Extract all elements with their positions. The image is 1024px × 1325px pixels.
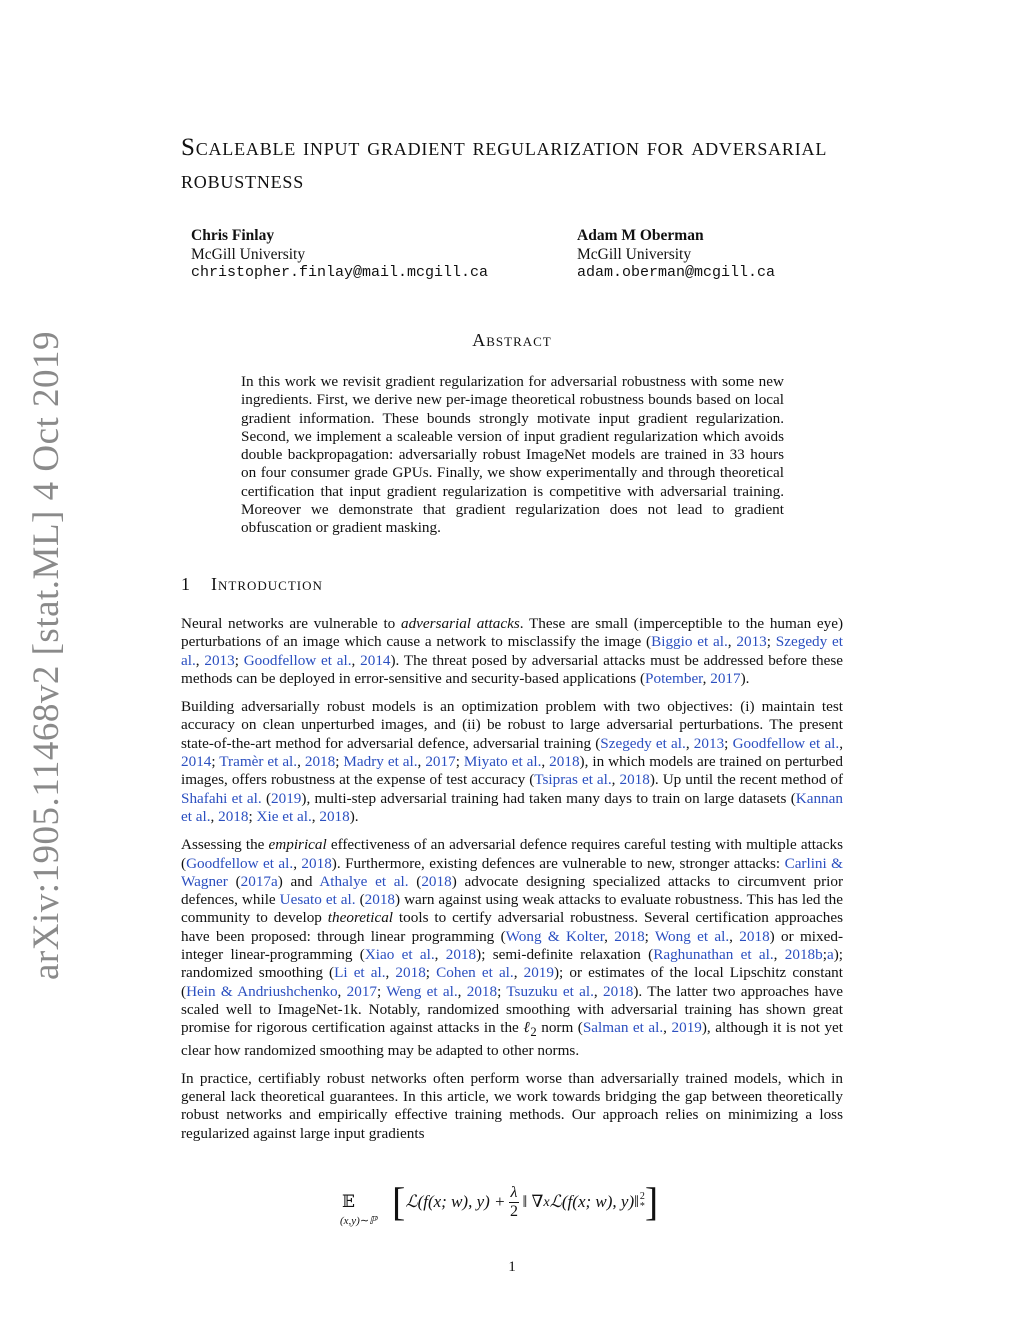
citation-link[interactable]: Xiao et al. <box>364 946 435 964</box>
citation-link[interactable]: 2018 <box>395 964 426 982</box>
expectation-symbol: 𝔼 <box>342 1192 355 1212</box>
author-affiliation: McGill University <box>191 245 306 263</box>
paragraph: Assessing the empirical effectiveness of an adversarial defence requires careful testing with multiple attacks (Goodfellow et al., 2018). Furthermore, existing defences are vulnerable to new, stronger attacks: Carlini & Wagner (2017a) and Athalye et al. (2018) advocate designing specialized attacks to circumvent prior defences, while Uesato et al. (2018) warn against using weak attacks to evaluate robustness. This has led the community to develop theoretical tools to certify adversarial robustness. Several certification approaches have been proposed: through linear programming (Wong & Kolter, 2018; Wong et al., 2018) or mixed-integer linear-programming (Xiao et al., 2018); semi-definite relaxation (Raghunathan et al., 2018b;a); randomized smoothing (Li et al., 2018; Cohen et al., 2019); or estimates of the local Lipschitz constant (Hein & Andriushchenko, 2017; Weng et al., 2018; Tsuzuku et al., 2018). The latter two approaches have scaled well to ImageNet-1k. Notably, randomized smoothing with adversarial training has shown great promise for rigorous certification against attacks in the ℓ$_2$ norm (Salman et al., 2019), although it is not yet clear how randomized smoothing may be adapted to other norms. <box>181 836 844 1059</box>
citation-link[interactable]: 2018 <box>421 872 452 890</box>
citation-link[interactable]: Wong et al. <box>654 927 730 945</box>
author-affiliation: McGill University <box>577 245 692 263</box>
citation-link[interactable]: Goodfellow et al. <box>186 854 294 872</box>
citation-link[interactable]: Weng et al. <box>386 982 458 1000</box>
citation-link[interactable]: Wong & Kolter <box>505 927 605 945</box>
citation-link[interactable]: Tramèr et al. <box>219 753 298 771</box>
citation-link[interactable]: Shafahi et al. <box>181 789 262 807</box>
citation-link[interactable]: 2014 <box>360 651 391 669</box>
citation-link[interactable]: Madry et al. <box>343 753 418 771</box>
abstract-text: In this work we revisit gradient regularization for adversarial robustness with some new ingredients. First, we derive new per-image theoretical robustness bounds based on local gradient information. These bounds strongly motivate input gradient regularization. Second, we implement a scaleable version of input gradient regularization which avoids double backpropagation: adversarially robust ImageNet models are trained in 33 hours on four consumer grade GPUs. Finally, we show experimentally and through theoretical certification that input gradient regularization is competitive with adversarial training. Moreover we demonstrate that gradient regularization does not lead to gradient obfuscation or gradient masking. <box>241 373 784 537</box>
citation-link[interactable]: 2018 <box>549 753 580 771</box>
citation-link[interactable]: 2018 <box>319 807 350 825</box>
citation-link[interactable]: 2017 <box>425 753 456 771</box>
citation-link[interactable]: 2018 <box>614 927 645 945</box>
author-block <box>577 227 775 283</box>
citation-link[interactable]: Potember <box>645 669 703 687</box>
citation-link[interactable]: 2018b <box>784 946 823 964</box>
author-email: christopher.finlay@mail.mcgill.ca <box>191 264 489 281</box>
paragraph: Neural networks are vulnerable to adversarial attacks. These are small (imperceptible to the human eye) perturbations of an image which cause a network to misclassify the image (Biggio et al., 2013; Szegedy et al., 2013; Goodfellow et al., 2014). The threat posed by adversarial attacks must be addressed before these methods can be deployed in error-sensitive and security-based applications (Potember, 2017). <box>181 615 844 687</box>
citation-link[interactable]: 2018 <box>603 982 634 1000</box>
citation-link[interactable]: 2017 <box>346 982 378 1000</box>
citation-link[interactable]: Szegedy et al. <box>600 734 686 752</box>
fraction: $\frac{\lambda}{2}$ <box>509 1183 518 1220</box>
citation-link[interactable]: 2018 <box>619 771 650 789</box>
citation-link[interactable]: 2018 <box>301 854 332 872</box>
paragraph: Building adversarially robust models is an optimization problem with two objectives: (i) maintain test accuracy on clean unperturbed images, and (ii) be robust to large adversarial perturbations. The present state-of-the-art method for adversarial defence, adversarial training (Szegedy et al., 2013; Goodfellow et al., 2014; Tramèr et al., 2018; Madry et al., 2017; Miyato et al., 2018), in which models are trained on perturbed images, offers robustness at the expense of test accuracy (Tsipras et al., 2018). Up until the recent method of Shafahi et al. (2019), multi-step adversarial training had taken many days to train on large datasets (Kannan et al., 2018; Xie et al., 2018). <box>181 698 843 825</box>
citation-link[interactable]: Uesato et al. <box>279 891 356 909</box>
citation-link[interactable]: a <box>826 946 834 964</box>
equation-body: [ ℒ(f(x; w), y) + $\frac{\lambda}{2}$ ‖ ∇ x ℒ(f(x; w), y)‖ 2 * ] <box>392 1179 659 1224</box>
citation-link[interactable]: Kannan et al. <box>181 789 843 825</box>
citation-link[interactable]: Miyato et al. <box>463 753 542 771</box>
citation-link[interactable]: 2018 <box>445 946 477 964</box>
citation-link[interactable]: Tsipras et al. <box>534 771 612 789</box>
author-block <box>191 227 488 283</box>
citation-link[interactable]: 2017a <box>240 872 278 890</box>
arxiv-identifier: arXiv:1905.11468v2 [stat.ML] 4 Oct 2019 <box>26 330 68 980</box>
citation-link[interactable]: 2018 <box>364 891 396 909</box>
citation-link[interactable]: Xie et al. <box>256 807 312 825</box>
citation-link[interactable]: Hein & Andriushchenko <box>186 982 338 1000</box>
citation-link[interactable]: Goodfellow et al. <box>243 651 352 669</box>
author-name: Chris Finlay <box>191 227 275 244</box>
citation-link[interactable]: 2018 <box>466 982 498 1000</box>
citation-link[interactable]: 2018 <box>218 807 249 825</box>
citation-link[interactable]: Carlini & Wagner <box>181 854 843 890</box>
citation-link[interactable]: 2013 <box>204 651 235 669</box>
citation-link[interactable]: Szegedy et al. <box>181 633 844 669</box>
page-number: 1 <box>508 1258 516 1275</box>
citation-link[interactable]: Tsuzuku et al. <box>506 982 594 1000</box>
expectation-subscript: (x,y)∼ℙ <box>340 1215 377 1227</box>
citation-link[interactable]: Biggio et al. <box>651 633 728 651</box>
author-email: adam.oberman@mcgill.ca <box>577 264 776 281</box>
author-name: Adam M Oberman <box>577 227 704 244</box>
citation-link[interactable]: 2018 <box>304 753 336 771</box>
section-heading <box>181 574 323 595</box>
citation-link[interactable]: Cohen et al. <box>436 964 514 982</box>
citation-link[interactable]: Raghunathan et al. <box>653 946 774 964</box>
citation-link[interactable]: Goodfellow et al. <box>732 734 840 752</box>
norm-exponents: 2 * <box>639 1191 645 1212</box>
equation <box>330 1180 690 1230</box>
citation-link[interactable]: 2019 <box>523 964 554 982</box>
paper-title: Scaleable input gradient regularization for adversarial robustness <box>181 134 828 194</box>
citation-link[interactable]: Salman et al. <box>582 1019 664 1037</box>
citation-link[interactable]: 2017 <box>710 669 741 687</box>
citation-link[interactable]: Athalye et al. <box>319 872 409 890</box>
citation-link[interactable]: 2018 <box>739 927 770 945</box>
citation-link[interactable]: Li et al. <box>334 964 386 982</box>
section-title: Introduction <box>211 574 323 594</box>
section-number: 1 <box>181 574 191 594</box>
abstract-heading: Abstract <box>472 330 552 350</box>
citation-link[interactable]: 2019 <box>671 1019 702 1037</box>
body-text <box>181 615 843 1153</box>
arxiv-stamp <box>12 330 82 980</box>
citation-link[interactable]: 2013 <box>736 633 767 651</box>
citation-link[interactable]: 2019 <box>271 789 302 807</box>
citation-link[interactable]: 2013 <box>693 734 725 752</box>
citation-link[interactable]: 2014 <box>181 753 212 771</box>
paragraph: In practice, certifiably robust networks often perform worse than adversarially trained models, which in general lack theoretical guarantees. In this article, we work towards bridging the gap between theoretically robust networks and empirically effective training methods. Our approach relies on minimizing a loss regularized against large input gradients <box>181 1069 843 1142</box>
